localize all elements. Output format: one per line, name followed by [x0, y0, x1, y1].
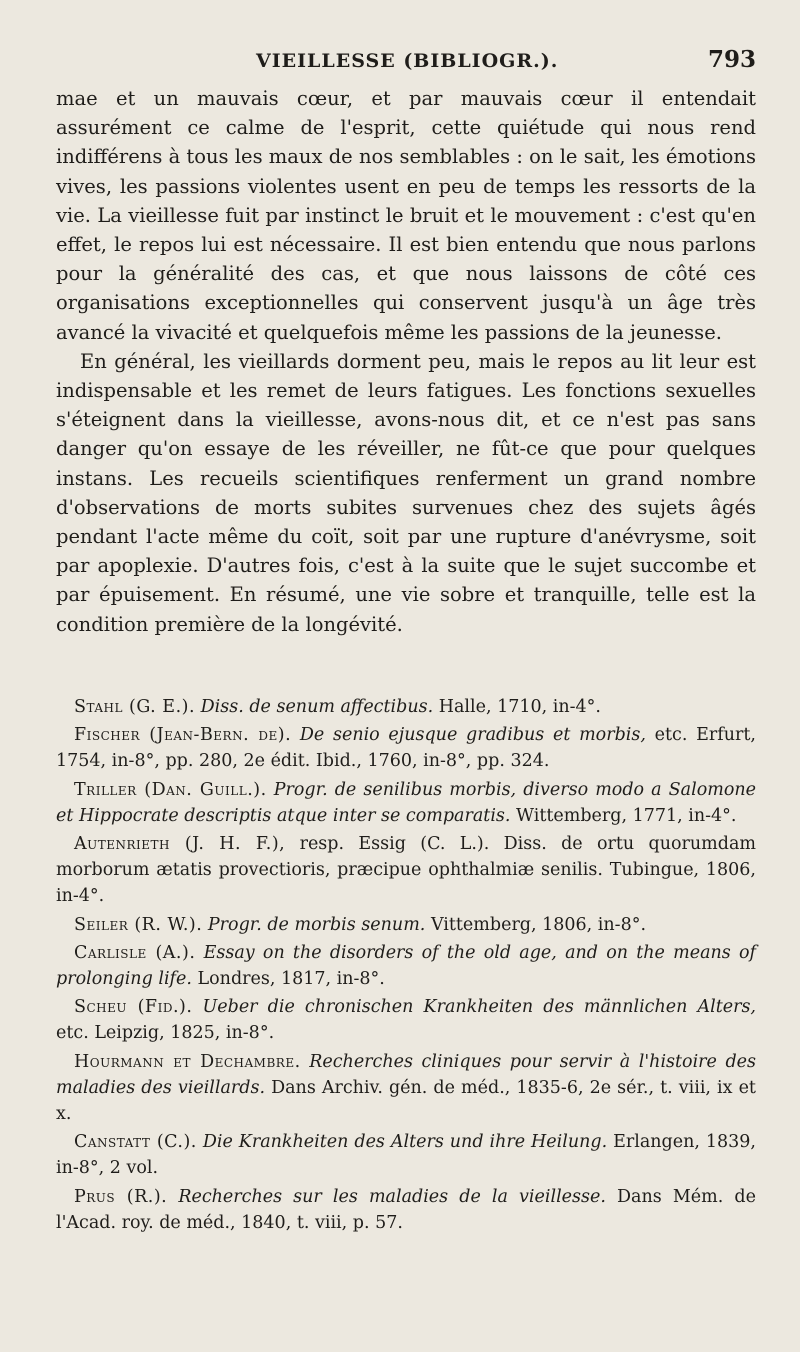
bibliography-entry [56, 994, 756, 1046]
entry-title: Recherches sur les maladies de la vieillesse. [178, 1186, 606, 1207]
bibliography-entry [56, 940, 756, 992]
bibliography-entry [56, 831, 756, 910]
entry-details: etc. Erfurt, 1754, in-8°, pp. 280, 2e édit. Ibid., 1760, in-8°, pp. 324. [56, 725, 756, 772]
entry-author: Triller (Dan. Guill.). [74, 779, 267, 800]
entry-title: Ueber die chronischen Krankheiten des männlichen Alters, [202, 997, 756, 1018]
main-text [56, 84, 756, 639]
entry-author: Stahl (G. E.). [74, 697, 196, 717]
entry-title: Progr. de senilibus morbis, diverso modo a Salomone et Hippocrate descriptis atque inter se comparatis. [56, 779, 756, 826]
bibliography-entry [56, 694, 756, 720]
entry-details: Wittemberg, 1771, in-4°. [516, 805, 737, 826]
entry-title: Die Krankheiten des Alters und ihre Heilung. [202, 1132, 608, 1153]
entry-details: resp. Essig (C. L.). Diss. de ortu quorumdam morborum ætatis provectioris, præcipue ophthalmiæ senilis. Tubingue, 1806, in-4°. [56, 834, 756, 907]
entry-author: Fischer (Jean-Bern. de). [74, 725, 292, 746]
bibliography [56, 694, 756, 1238]
entry-author: Seiler (R. W.). [74, 914, 203, 935]
paragraph: En général, les vieillards dorment peu, mais le repos au lit leur est indispensable et les remet de leurs fatigues. Les fonctions sexuelles s'éteignent dans la vieillesse, avons-nous dit, et ce n'est pas sans danger qu'on essaye de les réveiller, ne fût-ce que pour quelques instans. Les recueils scientifiques renferment un grand nombre d'observations de morts subites survenues chez des sujets âgés pendant l'acte même du coït, soit par une rupture d'anévrysme, soit par apoplexie. D'autres fois, c'est à la suite que le sujet succombe et par épuisement. En résumé, une vie sobre et tranquille, telle est la condition première de la longévité. [56, 349, 756, 636]
entry-author: Prus (R.). [74, 1186, 168, 1207]
entry-author: Carlisle (A.). [74, 942, 196, 963]
page-number: 793 [707, 46, 756, 73]
page-header [56, 44, 756, 78]
entry-title: De senio ejusque gradibus et morbis, [299, 725, 646, 746]
entry-author: Canstatt (C.). [74, 1132, 197, 1153]
entry-details: Londres, 1817, in-8°. [197, 969, 385, 990]
entry-details: Dans Mém. de l'Acad. roy. de méd., 1840, t. viii, p. 57. [56, 1186, 756, 1233]
entry-details: Halle, 1710, in-4°. [438, 697, 601, 717]
entry-details: etc. Leipzig, 1825, in-8°. [56, 1023, 275, 1044]
bibliography-entry [56, 1129, 756, 1181]
entry-author: Hourmann et Dechambre. [74, 1051, 301, 1072]
bibliography-entry [56, 912, 756, 938]
bibliography-entry [56, 1184, 756, 1236]
running-title: VIEILLESSE (BIBLIOGR.). [256, 50, 559, 72]
entry-details: Erlangen, 1839, in-8°, 2 vol. [56, 1132, 756, 1179]
entry-details: Vittemberg, 1806, in-8°. [430, 914, 647, 935]
entry-title: Progr. de morbis senum. [207, 914, 426, 935]
paragraph: mae et un mauvais cœur, et par mauvais cœur il entendait assurément ce calme de l'esprit, cette quiétude qui nous rend indifférens à tous les maux de nos semblables : on le sait, les émotions vives, les passions violentes usent en peu de temps les ressorts de la vie. La vieillesse fuit par instinct le bruit et le mouvement : c'est qu'en effet, le repos lui est nécessaire. Il est bien entendu que nous parlons pour la généralité des cas, et que nous laissons de côté ces organisations exceptionnelles qui conservent jusqu'à un âge très avancé la vivacité et quelquefois même les passions de la jeunesse. [56, 87, 756, 344]
bibliography-entry [56, 722, 756, 774]
entry-title: Diss. de senum affectibus. [200, 697, 434, 717]
entry-title: Recherches cliniques pour servir à l'histoire des maladies des vieillards. [56, 1051, 757, 1098]
entry-details: Dans Archiv. gén. de méd., 1835-6, 2e sér., t. viii, ix et x. [56, 1077, 756, 1125]
bibliography-entry [56, 777, 756, 829]
entry-author: Scheu (Fid.). [74, 997, 193, 1018]
entry-author: Autenrieth (J. H. F.), [74, 834, 286, 855]
bibliography-entry [56, 1049, 756, 1128]
entry-title: Essay on the disorders of the old age, and on the means of prolonging life. [56, 942, 756, 990]
